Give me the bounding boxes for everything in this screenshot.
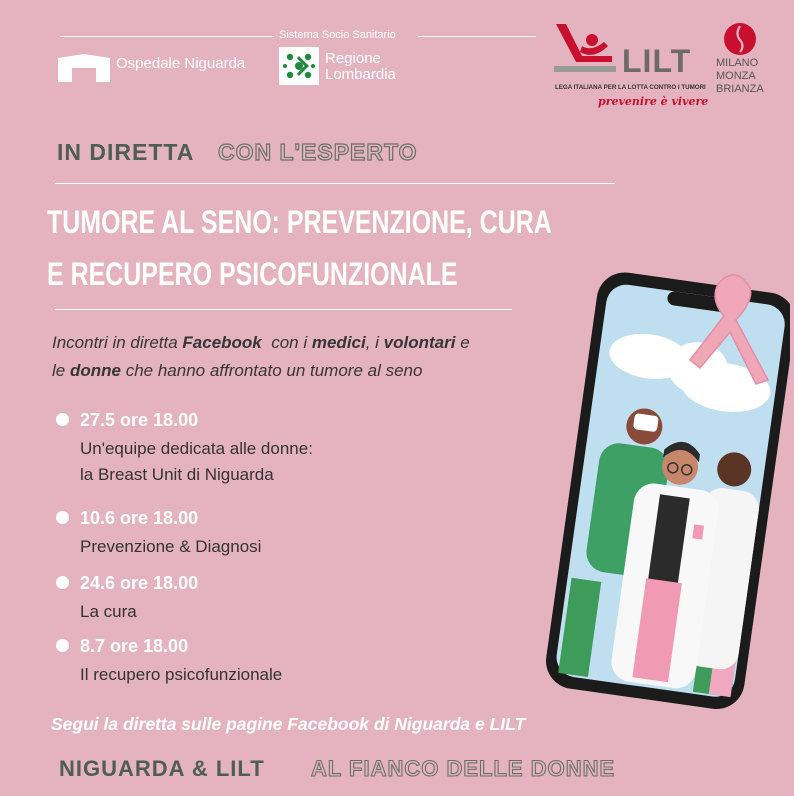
- footer-bold: NIGUARDA & LILT: [59, 756, 265, 781]
- lilt-tagline: prevenire è vivere: [598, 95, 709, 108]
- lilt-milano-monza-brianza: MILANO MONZA BRIANZA: [716, 57, 764, 95]
- event-description: Un'equipe dedicata alle donne: la Breast Unit di Niguarda: [80, 439, 313, 484]
- event-date: 24.6 ore 18.00: [80, 573, 199, 593]
- bullet-icon: [56, 413, 69, 426]
- phone-doctors-illustration: [540, 270, 790, 720]
- sistema-label: Sistema Socio Sanitario: [279, 29, 396, 41]
- live-heading-bold: IN DIRETTA: [57, 139, 195, 165]
- event-date: 8.7 ore 18.00: [80, 636, 189, 656]
- title-rule-top: [55, 183, 615, 184]
- bullet-icon: [56, 576, 69, 589]
- event-description: Prevenzione & Diagnosi: [80, 537, 262, 556]
- bullet-icon: [56, 511, 69, 524]
- follow-note: Segui la diretta sulle pagine Facebook di Niguarda e LILT: [51, 714, 526, 734]
- footer-outline: AL FIANCO DELLE DONNE: [311, 756, 616, 781]
- intro-text: Incontri in diretta Facebook con i medici, i volontari e le donne che hanno affrontato un tumore al seno: [52, 333, 470, 380]
- niguarda-logo-icon: [58, 54, 110, 82]
- lilt-full-name: LEGA ITALIANA PER LA LOTTA CONTRO I TUMORI: [555, 84, 706, 91]
- niguarda-name: Ospedale Niguarda: [116, 55, 246, 72]
- header-rule-left: [60, 36, 274, 37]
- event-date: 27.5 ore 18.00: [80, 410, 199, 430]
- title-rule-bottom: [55, 309, 512, 310]
- lilt-milano-logo-icon: [723, 22, 757, 56]
- lilt-logo-icon: [552, 22, 622, 76]
- lilt-wordmark: LILT: [622, 43, 692, 79]
- regione-lombardia-name: Regione Lombardia: [325, 50, 396, 83]
- event-date: 10.6 ore 18.00: [80, 508, 199, 528]
- event-description: La cura: [80, 602, 137, 621]
- header-rule-right: [418, 36, 536, 37]
- event-description: Il recupero psicofunzionale: [80, 665, 283, 684]
- regione-lombardia-logo-icon: [279, 47, 319, 85]
- main-title: TUMORE AL SENO: PREVENZIONE, CURA E RECUPERO PSICOFUNZIONALE: [47, 204, 552, 292]
- live-heading-outline: CON L'ESPERTO: [218, 139, 418, 165]
- bullet-icon: [56, 639, 69, 652]
